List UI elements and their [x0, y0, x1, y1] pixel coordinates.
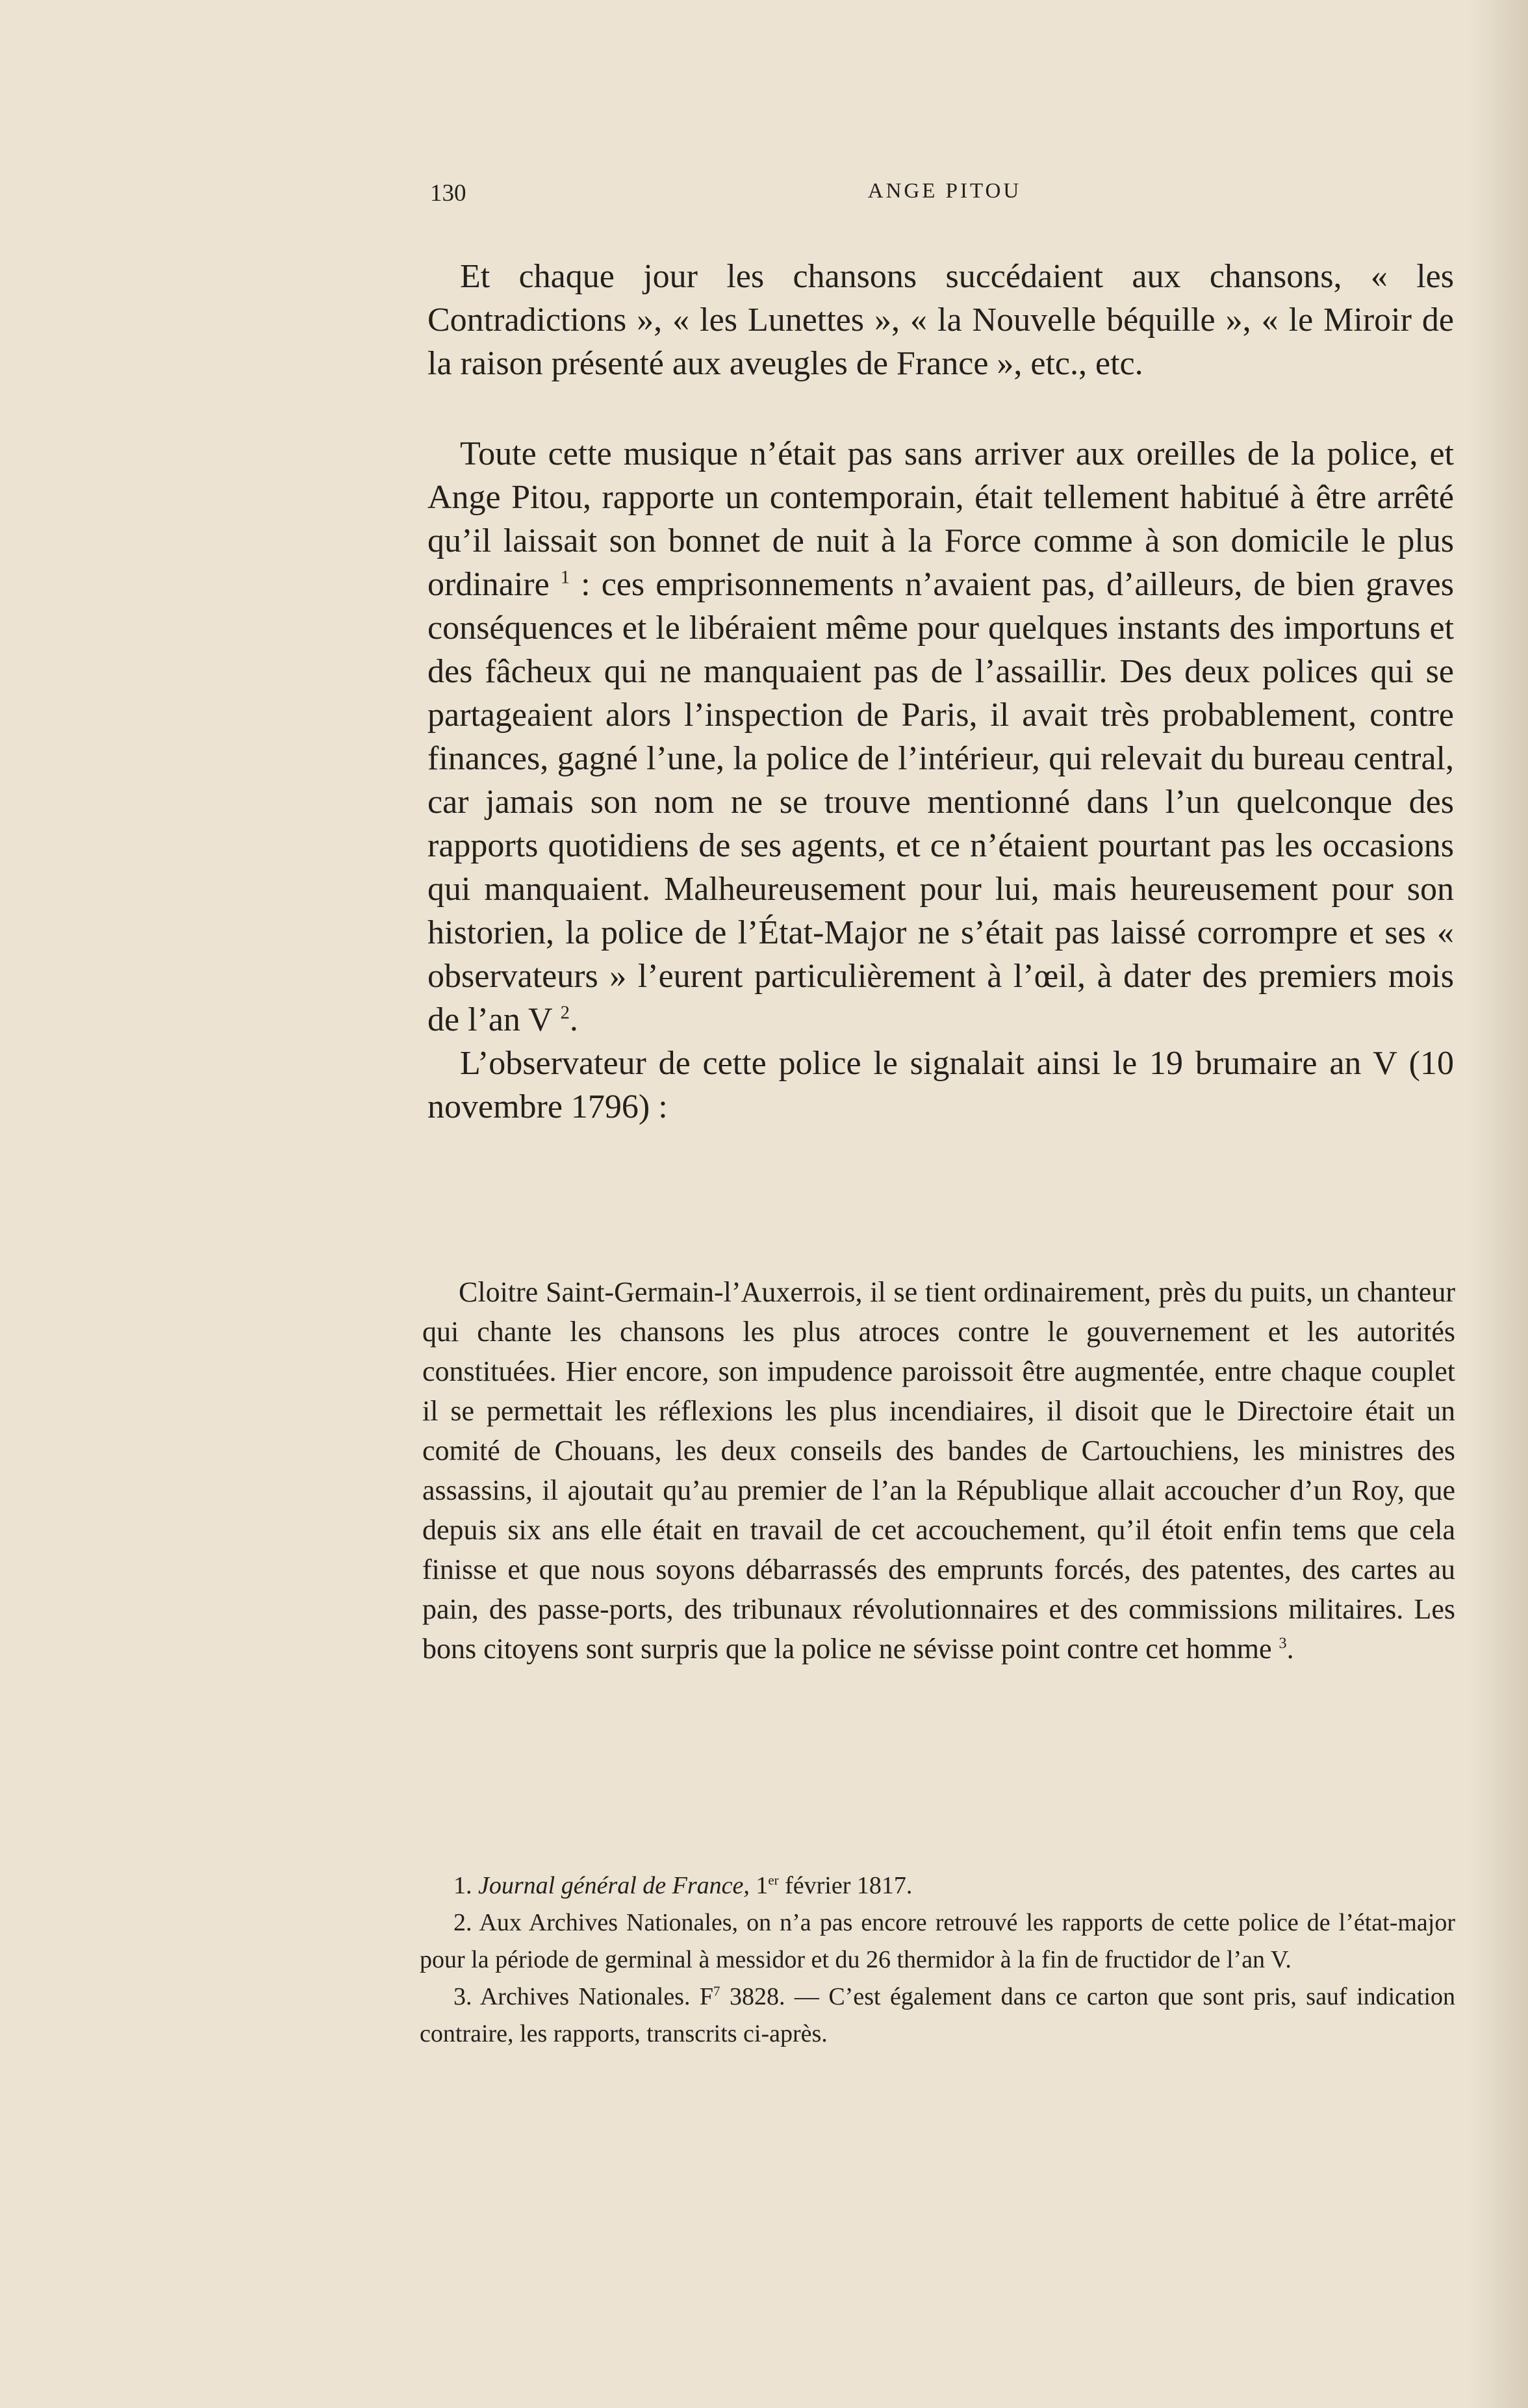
- footnote-1: [420, 1867, 1455, 1904]
- page-edge-shadow: [1470, 0, 1528, 2408]
- main-text: [427, 255, 1454, 1129]
- footnote-1-ordinal: er: [768, 1872, 779, 1888]
- footnote-1-date: février 1817.: [785, 1872, 913, 1899]
- page-header: [430, 174, 1459, 213]
- footnote-1-number: 1.: [453, 1872, 472, 1899]
- page-number: 130: [430, 180, 466, 207]
- footnote-3-text-a: 3. Archives Nationales. F: [453, 1983, 714, 2010]
- quote-end: .: [1286, 1633, 1294, 1665]
- paragraph-3: L’observateur de cette police le signalait ainsi le 19 brumaire an V (10 novembre 1796) :: [427, 1045, 1454, 1125]
- footnote-ref-3: 3: [1279, 1634, 1287, 1652]
- paragraph-2: [427, 432, 1454, 1042]
- footnote-3-text-b: 3828. — C’est également dans ce carton que sont pris, sauf indication contraire, les rapports, transcrits ci-après.: [420, 1983, 1455, 2047]
- footnote-3: [420, 1979, 1455, 2053]
- police-report-quote: [422, 1272, 1455, 1669]
- paragraph-2-text-b: : ces emprisonnements n’avaient pas, d’ailleurs, de bien graves conséquences et le libéraient même pour quelques instants des importuns et des fâcheux qui ne manquaient pas de l’assaillir. Des deux polices qui se partageaient alors l’inspection de Paris, il avait très probablement, contre finances, gagné l’une, la police de l’intérieur, qui relevait du bureau central, car jamais son nom ne se trouve mentionné dans l’un quelconque des rapports quotidiens de ses agents, et ce n’étaient pourtant pas les occasions qui manquaient. Malheureusement pour lui, mais heureusement pour son historien, la police de l’État-Major ne s’était pas laissé corrompre et ses « observateurs » l’eurent particulièrement à l’œil, à dater des premiers mois de l’an V: [427, 566, 1455, 1038]
- running-title: ANGE PITOU: [867, 179, 1022, 203]
- footnote-ref-2: 2: [560, 1003, 570, 1023]
- paragraph-2-end: .: [569, 1001, 578, 1038]
- footnote-3-superscript: 7: [713, 1983, 720, 1999]
- quote-paragraph: [422, 1272, 1455, 1669]
- footnote-ref-1: 1: [560, 567, 570, 588]
- footnotes: [420, 1867, 1455, 2053]
- footnote-1-title: Journal général de France,: [478, 1872, 750, 1899]
- footnote-2: 2. Aux Archives Nationales, on n’a pas encore retrouvé les rapports de cette police de l’état-major pour la période de germinal à messidor et du 26 thermidor à la fin de fructidor de l’an V.: [420, 1909, 1455, 1973]
- paragraph-1: Et chaque jour les chansons succédaient aux chansons, « les Contradictions », « les Lunettes », « la Nouvelle béquille », « le Miroir de la raison présenté aux aveugles de France », etc., etc.: [427, 258, 1454, 382]
- quote-text: Cloitre Saint-Germain-l’Auxerrois, il se tient ordinairement, près du puits, un chanteur qui chante les chansons les plus atroces contre le gouvernement et les autorités constituées. Hier encore, son impudence paroissoit être augmentée, entre chaque couplet il se permettait les réflexions les plus incendiaires, il disoit que le Directoire était un comité de Chouans, les deux conseils des bandes de Cartouchiens, les ministres des assassins, il ajoutait qu’au premier de l’an la République allait accoucher d’un Roy, que depuis six ans elle était en travail de cet accouchement, qu’il étoit enfin tems que cela finisse et que nous soyons débarrassés des emprunts forcés, des patentes, des cartes au pain, des passe-ports, des tribunaux révolutionnaires et des commissions militaires. Les bons citoyens sont surpris que la police ne sévisse point contre cet homme: [422, 1276, 1455, 1665]
- paragraph-2-text-a: Toute cette musique n’était pas sans arriver aux oreilles de la police, et Ange Pitou, rapporte un contemporain, était tellement habitué à être arrêté qu’il laissait son bonnet de nuit à la Force comme à son domicile le plus ordinaire: [427, 435, 1454, 603]
- footnote-1-day: 1: [756, 1872, 769, 1899]
